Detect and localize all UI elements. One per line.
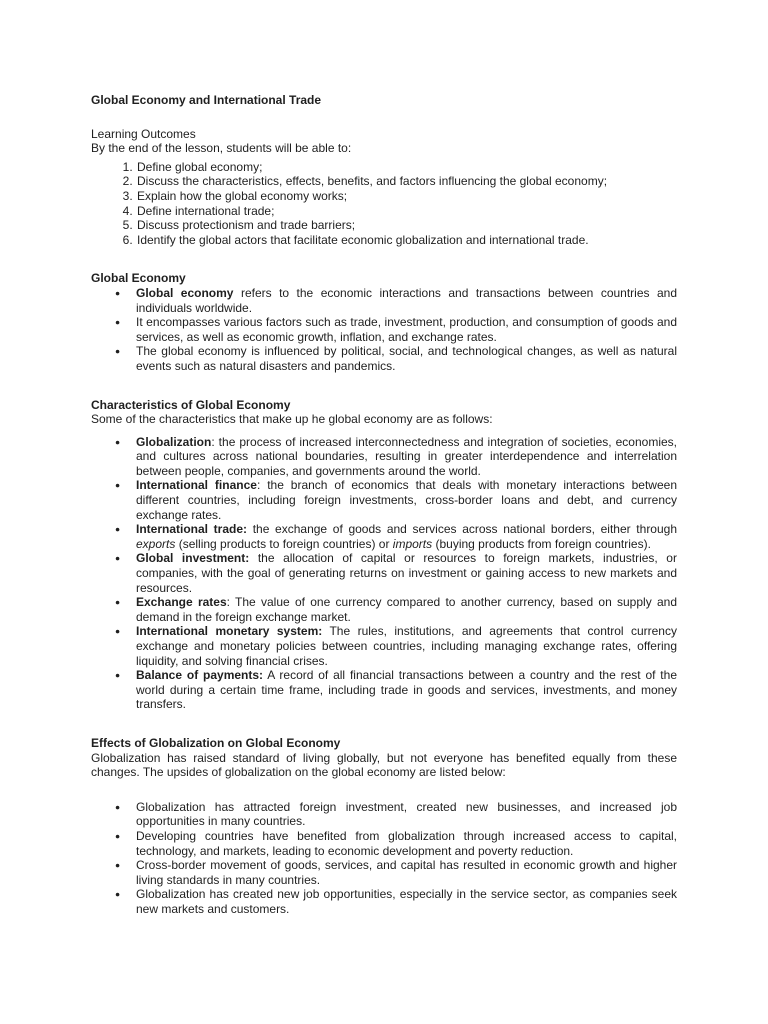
- list-item: 2. Discuss the characteristics, effects, benefits, and factors influencing the global economy;: [136, 174, 677, 189]
- document-title: Global Economy and International Trade: [91, 93, 322, 107]
- definition: (buying products from foreign countries).: [432, 536, 651, 551]
- definition: (selling products to foreign countries) or: [175, 536, 393, 551]
- learning-outcomes-heading: Learning Outcomes: [91, 126, 196, 141]
- list-item: [136, 668, 677, 712]
- list-item: [136, 522, 677, 551]
- list-item: ● Developing countries have benefited from globalization through increased access to capital, technology, and markets, leading to economic development and poverty reduction.: [136, 829, 677, 858]
- list-item: [136, 551, 677, 595]
- definition: refers to the economic interactions and transactions between countries and individuals worldwide.: [136, 285, 677, 315]
- list-item: 3. Explain how the global economy works;: [136, 189, 677, 204]
- definition: the exchange of goods and services across national borders, either through: [247, 522, 678, 537]
- list-item: 5. Discuss protectionism and trade barriers;: [136, 218, 677, 233]
- characteristics-section: [91, 398, 677, 712]
- list-item: [136, 624, 677, 668]
- list-item: ● Cross-border movement of goods, services, and capital has resulted in economic growth and higher living standards in many countries.: [136, 858, 677, 887]
- list-item: [136, 435, 677, 479]
- global-economy-list: [91, 286, 677, 374]
- definition: A record of all financial transactions between a country and the rest of the world during a certain time frame, including trade in goods and services, investments, and money transfers.: [136, 668, 677, 712]
- term: Exchange rates: [136, 595, 227, 610]
- section-intro: Some of the characteristics that make up he global economy are as follows:: [91, 412, 493, 427]
- definition: The global economy is influenced by political, social, and technological changes, as well as natural events such as natural disasters and pandemics.: [136, 344, 677, 373]
- emphasis: exports: [136, 536, 176, 551]
- definition: : The value of one currency compared to another currency, based on supply and demand in the foreign exchange market.: [136, 595, 677, 624]
- list-item: [136, 595, 677, 624]
- list-item: [136, 315, 677, 344]
- term: Global investment:: [136, 551, 250, 566]
- term: International monetary system:: [136, 624, 323, 639]
- list-item: 6. Identify the global actors that facilitate economic globalization and international trade.: [136, 233, 677, 248]
- term: Globalization: [136, 434, 212, 449]
- learning-outcomes-list: [91, 160, 677, 248]
- definition: : the process of increased interconnectedness and integration of societies, economies, and cultures across national boundaries, resulting in greater interdependence and interrelation between people, companies, and governments around the world.: [136, 434, 677, 478]
- effects-list: [91, 800, 677, 917]
- definition: The rules, institutions, and agreements that control currency exchange and monetary policies between countries, including managing exchange rates, offering liquidity, and solving financial crises.: [136, 624, 677, 668]
- section-heading: Global Economy: [91, 271, 186, 286]
- list-item: [136, 478, 677, 522]
- term: Balance of payments:: [136, 668, 264, 683]
- definition: : the branch of economics that deals with monetary interactions between different countries, including foreign investments, cross-border loans and debt, and currency exchange rates.: [136, 478, 677, 522]
- section-intro: Globalization has raised standard of living globally, but not everyone has benefited equally from these changes. The upsides of globalization on the global economy are listed below:: [91, 750, 677, 780]
- list-item: [136, 344, 677, 373]
- effects-section: [91, 736, 677, 917]
- definition: the allocation of capital or resources to foreign markets, industries, or companies, with the goal of generating returns on investment or gaining access to new markets and resources.: [136, 551, 677, 595]
- list-item: [136, 286, 677, 315]
- emphasis: imports: [392, 536, 433, 551]
- learning-outcomes-intro: By the end of the lesson, students will be able to:: [91, 141, 352, 156]
- list-item: 1. Define global economy;: [136, 160, 677, 175]
- section-heading: Characteristics of Global Economy: [91, 397, 291, 412]
- document-body: [91, 93, 677, 917]
- characteristics-list: [91, 435, 677, 712]
- list-item: ● Globalization has created new job opportunities, especially in the service sector, as companies seek new markets and customers.: [136, 887, 677, 916]
- term: International finance: [136, 478, 257, 493]
- term: Global economy: [136, 285, 234, 300]
- list-item: 4. Define international trade;: [136, 204, 677, 219]
- term: International trade:: [136, 522, 248, 537]
- definition: It encompasses various factors such as trade, investment, production, and consumption of goods and services, as well as economic growth, inflation, and exchange rates.: [136, 315, 677, 344]
- learning-outcomes-section: [91, 127, 677, 248]
- section-heading: Effects of Globalization on Global Economy: [91, 735, 341, 750]
- list-item: ● Globalization has attracted foreign investment, created new businesses, and increased job opportunities in many countries.: [136, 800, 677, 829]
- global-economy-section: [91, 271, 677, 373]
